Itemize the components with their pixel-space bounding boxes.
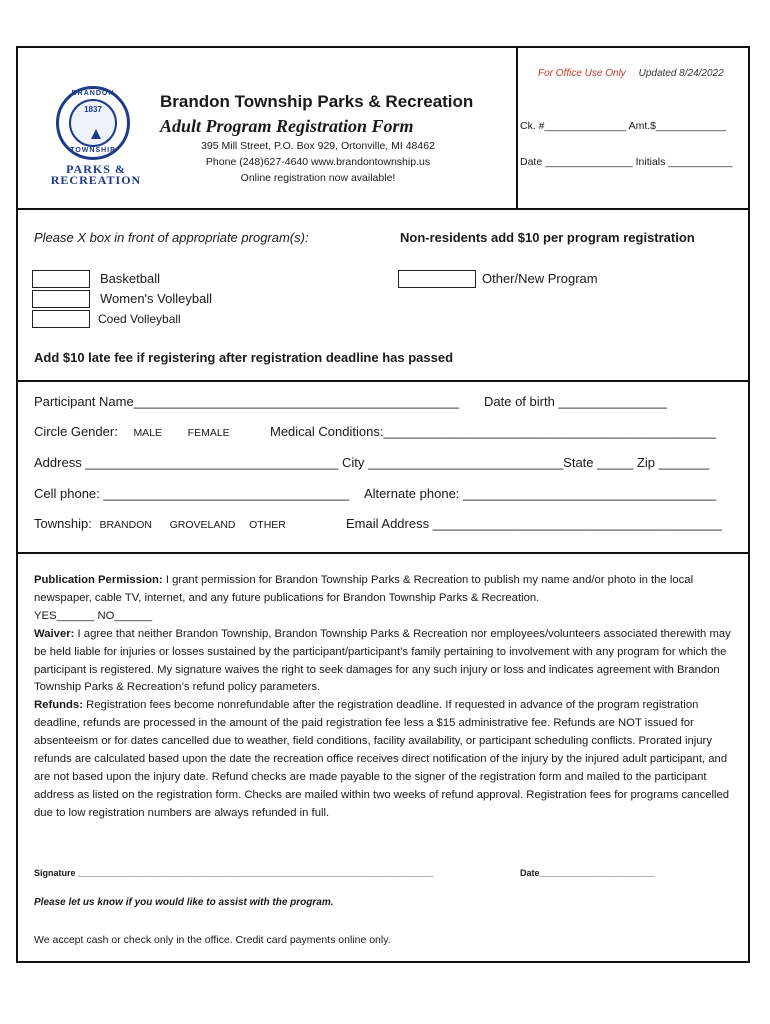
program-instruction: Please X box in front of appropriate program(s): (34, 230, 309, 245)
dob-field[interactable]: Date of birth _______________ (484, 394, 667, 409)
refunds: Refunds: Registration fees become nonrefundable after the registration deadline. If requested in advance of the program registration deadline, refunds are processed in the amount of the paid registration fee less a $15 administrative fee. Refunds are NOT issued for absenteeism or for dates cancelled due to weather, field conditions, facility availability, or participant scheduling conflicts. Prorated injury refunds are calculated based upon the date the recreation office receives direct notification of the injury by the injured adult participant, and are not based upon the injury date. Refund checks are made payable to the signer of the registration form and mailed to the participant address as listed on the registration form. Checks are mailed within two weeks of refund approval. Registration fees for programs cancelled due to low registration numbers are always refunded in full. (34, 699, 730, 819)
waiver: Waiver: I agree that neither Brandon Township, Brandon Township Parks & Recreation nor employees/volunteers associated therewith may be held liable for injuries or losses sustained by the participant/participant’s family pertaining to involvement with any program for which the participant is registered. My signature waives the right to seek damages for any such injury or loss and indicates agreement with Brandon Township Parks & Recreation’s refund policy parameters. (34, 627, 731, 694)
program-selection (18, 208, 748, 382)
township-groveland-option[interactable]: GROVELAND (169, 519, 236, 531)
late-fee-note: Add $10 late fee if registering after registration deadline has passed (34, 350, 454, 365)
township-seal-icon (56, 86, 130, 160)
assist-note: Please let us know if you would like to assist with the program. (34, 897, 334, 908)
cell-phone-field[interactable]: Cell phone: __________________________________ (34, 486, 350, 501)
logo-wordmark: PARKS & RECREATION (50, 162, 142, 187)
gender-label: Circle Gender: (34, 424, 118, 439)
township-row (34, 516, 286, 531)
other-program-checkbox[interactable] (398, 270, 476, 288)
gender-row (34, 424, 230, 439)
coed-volleyball-label: Coed Volleyball (98, 312, 181, 326)
office-use-label: For Office Use Only (538, 68, 626, 79)
basketball-checkbox[interactable] (32, 270, 90, 288)
township-brandon-option[interactable]: BRANDON (99, 519, 152, 531)
form-title: Adult Program Registration Form (160, 116, 414, 136)
participant-name-field[interactable]: Participant Name_____________________________________________ (34, 394, 460, 409)
township-other-option[interactable]: OTHER (249, 519, 286, 531)
seal-ring-top: BRANDON (71, 90, 115, 97)
participant-info (18, 380, 748, 554)
other-program-label: Other/New Program (482, 271, 598, 286)
medical-conditions-field[interactable]: Medical Conditions:______________________________________________ (270, 424, 717, 439)
womens-volleyball-checkbox[interactable] (32, 290, 90, 308)
seal-ring-bottom: TOWNSHIP (70, 147, 116, 154)
basketball-label: Basketball (100, 271, 160, 286)
parks-logo (26, 86, 158, 186)
seal-year: 1837 (84, 105, 102, 114)
org-name: Brandon Township Parks & Recreation (160, 92, 474, 111)
township-label: Township: (34, 516, 92, 531)
registration-form (16, 46, 750, 963)
date-initials-field[interactable]: Date _______________ Initials ___________ (520, 156, 733, 168)
gender-male-option[interactable]: MALE (133, 427, 163, 439)
address-field[interactable]: Address ___________________________________ City ___________________________State _____ Zip _______ (34, 455, 710, 470)
publication-yes-no[interactable]: YES______ NO______ (34, 609, 153, 622)
tree-icon (91, 129, 101, 139)
alternate-phone-field[interactable]: Alternate phone: ___________________________________ (364, 486, 717, 501)
publication-permission: Publication Permission: I grant permission for Brandon Township Parks & Recreation to publish my name and/or photo in the local newspaper, cable TV, internet, and any future publications for Brandon Township Parks & Recreation. (34, 574, 694, 604)
org-phone-web: Phone (248)627-4640 www.brandontownship.us (205, 156, 431, 168)
office-use-box (516, 48, 750, 208)
online-note: Online registration now available! (240, 172, 396, 184)
coed-volleyball-checkbox[interactable] (32, 310, 90, 328)
updated-date: Updated 8/24/2022 (638, 68, 724, 79)
gender-female-option[interactable]: FEMALE (187, 427, 230, 439)
nonresident-note: Non-residents add $10 per program registration (400, 230, 695, 245)
org-address: 395 Mill Street, P.O. Box 929, Ortonville, MI 48462 (201, 140, 435, 152)
email-field[interactable]: Email Address ________________________________________ (346, 516, 722, 531)
terms-section (34, 572, 746, 823)
check-amount-field[interactable]: Ck. #______________ Amt.$____________ (520, 120, 727, 132)
signature-date-field[interactable]: Date_______________________ (520, 868, 655, 878)
form-header (18, 48, 748, 210)
womens-volleyball-label: Women's Volleyball (100, 291, 213, 306)
signature-field[interactable]: Signature _______________________________________________________________________ (34, 868, 434, 878)
payment-note: We accept cash or check only in the office. Credit card payments online only. (34, 934, 391, 946)
